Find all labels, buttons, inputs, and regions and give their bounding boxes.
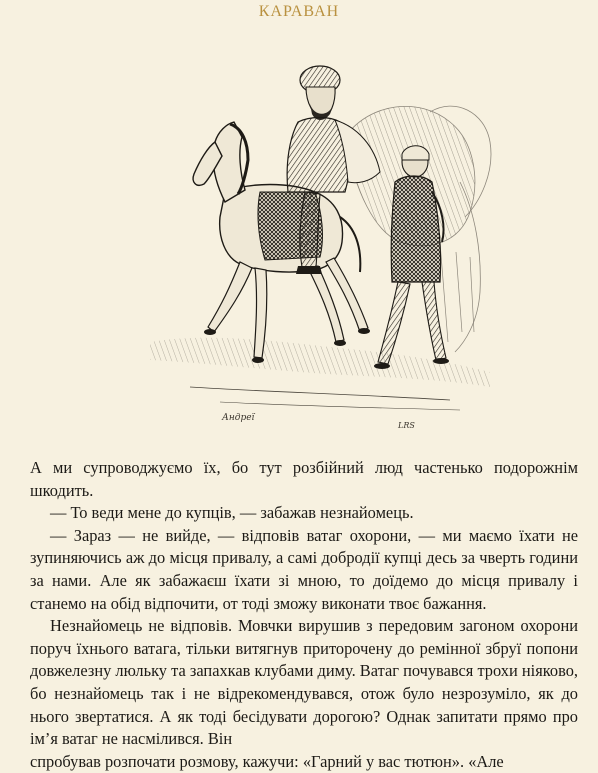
engraving-illustration xyxy=(130,42,505,447)
paragraph-4-continued: спробував розпочати розмову, кажучи: «Гарний у вас тютюн». «Але xyxy=(30,751,504,771)
paragraph-4: Незнайомець не відповів. Мовчки вирушив з передовим загоном охорони поруч їхнього ватага, тільки витягнув приторочену до ремінної збруї попони довжелезну люльку та запахкав клубами диму. Ватаг почувався трохи ніяково, бо незнайомець так і не відрекомендувався, отож було незрозуміло, як до нього звертатися. А як тоді бесідувати дорогою? Однак запитати прямо про ім’я ватаг не насмілився. Він xyxy=(30,616,578,749)
paragraph-1: А ми супроводжуємо їх, бо тут розбійний люд частенько подорожнім шкодить. xyxy=(30,458,578,500)
body-text xyxy=(30,457,578,773)
artist-signature-left: Андреї xyxy=(222,413,255,423)
paragraph-2: — То веди мене до купців, — забажав незнайомець. xyxy=(50,503,414,523)
running-header-title: КАРАВАН xyxy=(258,3,340,20)
paragraph-3: — Зараз — не вийде, — відповів ватаг охорони, — ми маємо їхати не зупиняючись аж до місця привалу, а самі добродії купці десь за чверть години за нами. Але як забажаєш їхати зі мною, то доїдемо до місця привалу і станемо на обід відпочити, от тоді зможу виконати твоє бажання. xyxy=(30,525,578,613)
artist-signature-right: LRS xyxy=(398,421,415,430)
